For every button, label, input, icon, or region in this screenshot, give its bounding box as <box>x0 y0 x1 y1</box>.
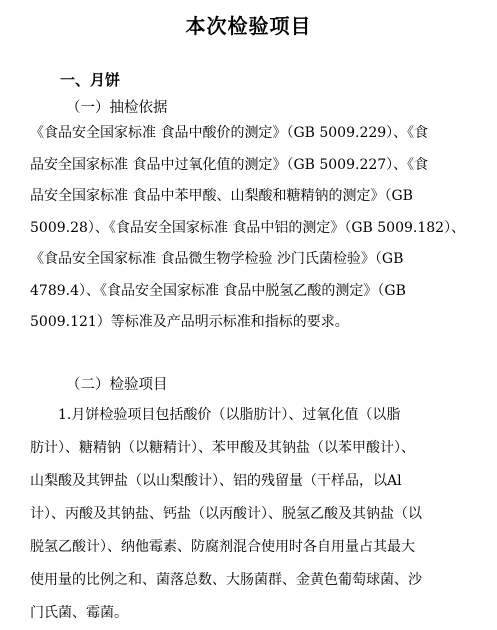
text-line: 1.月饼检验项目包括酸价（以脂肪计）、过氧化值（以脂 <box>30 407 401 423</box>
items-paragraph <box>30 399 480 630</box>
text-line: 使用量的比例之和、菌落总数、大肠菌群、金黄色葡萄球菌、沙 <box>30 572 422 588</box>
text-line: 计）、丙酸及其钠盐、钙盐（以丙酸计）、脱氢乙酸及其钠盐（以 <box>30 506 422 522</box>
text-line: 5009.121）等标准及产品明示标准和指标的要求。 <box>30 314 349 330</box>
text-line: 品安全国家标准 食品中过氧化值的测定》（GB 5009.227）、《食 <box>30 156 429 173</box>
text-line: 《食品安全国家标准 食品微生物学检验 沙门氏菌检验》（GB <box>30 251 404 267</box>
text-line: 山梨酸及其钾盐（以山梨酸计）、铝的残留量（干样品，以Al <box>30 473 402 489</box>
text-line: 肪计）、糖精钠（以糖精计）、苯甲酸及其钠盐（以苯甲酸计）、 <box>30 440 415 456</box>
section-heading: 一、月饼 <box>60 71 121 89</box>
text-line: 门氏菌、霉菌。 <box>30 605 128 621</box>
text-line: 4789.4）、《食品安全国家标准 食品中脱氢乙酸的测定》（GB <box>30 282 406 299</box>
text-line: 5009.28）、《食品安全国家标准 食品中铝的测定》（GB 5009.182）、 <box>30 219 466 236</box>
subsection-heading-basis: （一）抽检依据 <box>66 100 168 116</box>
text-line: 脱氢乙酸计）、纳他霉素、防腐剂混合使用时各自用量占其最大 <box>30 539 415 555</box>
text-line: 《食品安全国家标准 食品中酸价的测定》（GB 5009.229）、《食 <box>30 125 429 141</box>
basis-paragraph <box>30 118 480 339</box>
subsection-heading-items: （二）检验项目 <box>66 377 168 393</box>
text-line: 品安全国家标准 食品中苯甲酸、山梨酸和糖精钠的测定》（GB <box>30 188 413 204</box>
page-title: 本次检验项目 <box>185 14 312 38</box>
